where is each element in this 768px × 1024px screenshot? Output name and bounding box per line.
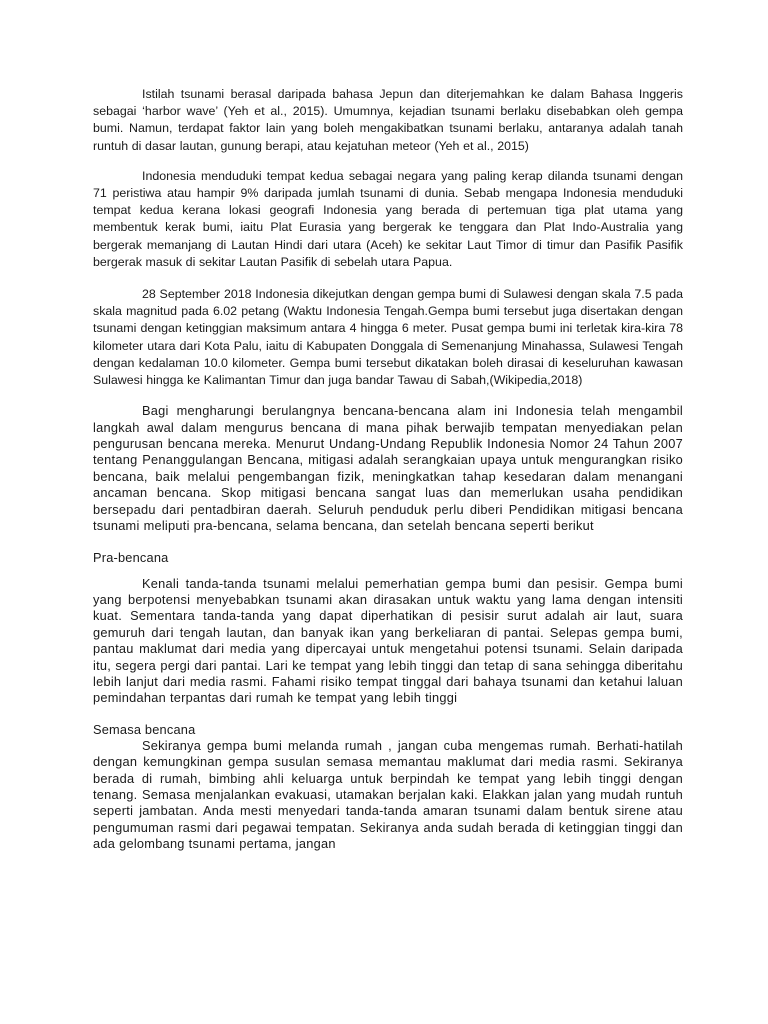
paragraph-disaster-mitigation: Bagi mengharungi berulangnya bencana-bencana alam ini Indonesia telah mengambil langkah awal dalam mengurus bencana di mana pihak berwajib tempatan menyediakan pelan pengurusan bencana mereka. Menurut Undang-Undang Republik Indonesia Nomor 24 Tahun 2007 tentang Penanggulangan Bencana, mitigasi adalah serangkaian upaya untuk mengurangkan risiko bencana, baik melalui pengembangan fizik, meningkatkan tahap kesedaran dalam menangani ancaman bencana. Skop mitigasi bencana sangat luas dan memerlukan usaha pendidikan bersepadu dari pentadbiran daerah. Seluruh penduduk perlu diberi Pendidikan mitigasi bencana tsunami meliputi pra-bencana, selama bencana, dan setelah bencana seperti berikut [93,403,683,534]
paragraph-sulawesi-earthquake: 28 September 2018 Indonesia dikejutkan dengan gempa bumi di Sulawesi dengan skala 7.5 pada skala magnitud pada 6.02 petang (Waktu Indonesia Tengah.Gempa bumi tersebut juga disertakan dengan tsunami dengan ketinggian maksimum antara 4 hingga 6 meter. Pusat gempa bumi ini terletak kira-kira 78 kilometer utara dari Kota Palu, iaitu di Kabupaten Donggala di Semenanjung Minahassa, Sulawesi Tengah dengan kedalaman 10.0 kilometer. Gempa bumi tersebut dikatakan boleh dirasai di keseluruhan kawasan Sulawesi hingga ke Kalimantan Timur dan juga bandar Tawau di Sabah,(Wikipedia,2018) [93,287,683,388]
heading-pra-bencana: Pra-bencana [93,549,169,565]
paragraph-tsunami-definition: Istilah tsunami berasal daripada bahasa Jepun dan diterjemahkan ke dalam Bahasa Inggeris sebagai ‘harbor wave’ (Yeh et al., 2015). Umumnya, kejadian tsunami berlaku disebabkan oleh gempa bumi. Namun, terdapat faktor lain yang boleh mengakibatkan tsunami berlaku, antaranya adalah tanah runtuh di dasar lautan, gunung berapi, atau kejatuhan meteor (Yeh et al., 2015) [93,87,683,153]
paragraph-pra-bencana: Kenali tanda-tanda tsunami melalui pemerhatian gempa bumi dan pesisir. Gempa bumi yang berpotensi menyebabkan tsunami akan dirasakan untuk waktu yang lama dengan intensiti kuat. Sementara tanda-tanda yang dapat diperhatikan di pesisir surut adalah air laut, suara gemuruh dari tengah lautan, dan banyak ikan yang berkeliaran di pantai. Selepas gempa bumi, pantau maklumat dari media yang dipercayai untuk mengetahui potensi tsunami. Selain daripada itu, segera pergi dari pantai. Lari ke tempat yang lebih tinggi dan tetap di sana sehingga diberitahu lebih lanjut dari media rasmi. Fahami risiko tempat tinggal dari bahaya tsunami dan ketahui laluan pemindahan terpantas dari rumah ke tempat yang lebih tinggi [93,575,683,706]
heading-semasa-bencana: Semasa bencana [93,721,196,737]
paragraph-semasa-bencana: Sekiranya gempa bumi melanda rumah , jangan cuba mengemas rumah. Berhati-hatilah dengan kemungkinan gempa susulan semasa memantau maklumat dari media rasmi. Sekiranya berada di rumah, bimbing ahli keluarga untuk berpindah ke tempat yang lebih tinggi dengan tenang. Semasa menjalankan evakuasi, utamakan berjalan kaki. Elakkan jalan yang mudah runtuh seperti jambatan. Anda mesti menyedari tanda-tanda amaran tsunami dalam bentuk sirene atau pengumuman rasmi dari pegawai tempatan. Sekiranya anda sudah berada di ketinggian tinggi dan ada gelombang tsunami pertama, jangan [93,737,683,852]
document-body [93,86,683,853]
paragraph-indonesia-ranking: Indonesia menduduki tempat kedua sebagai negara yang paling kerap dilanda tsunami dengan 71 peristiwa atau hampir 9% daripada jumlah tsunami di dunia. Sebab mengapa Indonesia menduduki tempat kedua kerana lokasi geografi Indonesia yang berada di pertemuan tiga plat utama yang membentuk kerak bumi, iaitu Plat Eurasia yang bergerak ke tenggara dan Plat Indo-Australia yang bergerak memanjang di Lautan Hindi dari utara (Aceh) ke sekitar Laut Timor di timur dan Pasifik Pasifik bergerak masuk di sekitar Lautan Pasifik di sebelah utara Papua. [93,168,683,269]
